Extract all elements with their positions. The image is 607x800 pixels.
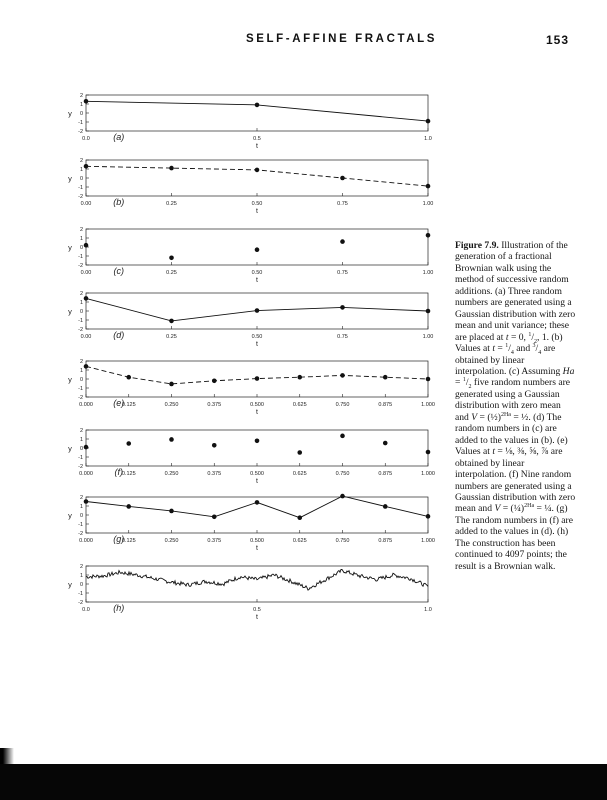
panel-5-xtick-label: 0.000 — [79, 402, 93, 408]
caption-label: Figure 7.9. — [455, 240, 499, 251]
panel-2-ytick-label: 1 — [79, 167, 83, 173]
caption-v1-exp: 2Ha — [500, 411, 511, 418]
panel-6-ytick-label: 1 — [79, 437, 83, 443]
panel-5-data-point — [126, 375, 131, 380]
panel-7-ytick-label: 2 — [79, 495, 83, 501]
caption-q3-den: 4 — [538, 349, 542, 356]
panel-5-data-point — [212, 379, 217, 384]
panel-7-data-point — [126, 504, 131, 509]
caption-text-g: (g) The random numbers in (f) are added to the values in (d). (h) The construction has been continued to 4097 points; the result is a Brownian walk. — [455, 503, 574, 572]
panel-2-ytick-label: 0 — [79, 176, 83, 182]
panel-7-data-point — [212, 515, 217, 520]
panel-7-xtick-label: 0.750 — [335, 538, 350, 544]
panel-8-ytick-label: -1 — [78, 591, 83, 597]
panel-3-ytick-label: 1 — [79, 236, 83, 242]
caption-v1-res: = ½. — [510, 411, 531, 423]
panel-3-data-point — [426, 233, 431, 238]
panel-4-xtick-label: 1.00 — [422, 334, 434, 340]
panel-8-panel-label: (h) — [113, 603, 125, 613]
panel-2-ytick-label: -2 — [78, 194, 83, 200]
caption-v1-half: ½ — [490, 411, 498, 423]
panel-1-data-point — [255, 103, 260, 108]
panel-4-ytick-label: -1 — [78, 318, 83, 324]
scan-edge-shadow — [0, 748, 22, 764]
panel-5-xlabel: t — [256, 409, 258, 416]
panel-2-data-point — [255, 168, 260, 173]
panel-1-ytick-label: 0 — [79, 111, 83, 117]
panel-1-xtick-label: 1.0 — [424, 136, 432, 142]
panel-7-data-point — [426, 514, 431, 519]
caption-b-t-var: t — [492, 343, 495, 355]
panel-3-data-point — [255, 247, 260, 252]
panel-4-data-point — [169, 319, 174, 324]
panel-2-panel-label: (b) — [113, 197, 125, 207]
panel-6-data-point — [84, 445, 89, 450]
panel-8-xtick-label: 0.5 — [253, 607, 261, 613]
panel-8-frame — [86, 566, 428, 602]
panel-2-xlabel: t — [256, 208, 258, 215]
panel-7-series-line — [86, 496, 428, 518]
panel-4-xtick-label: 0.25 — [166, 334, 177, 340]
caption-text-d: (d) The random numbers in (c) are added to the values in (b). (e) Values at — [455, 411, 568, 458]
panel-7-xtick-label: 0.000 — [79, 538, 93, 544]
page-number: 153 — [546, 33, 570, 47]
caption-v1-eq: = ( — [477, 411, 491, 423]
panel-1-xtick-label: 0.0 — [82, 136, 90, 142]
panel-5-ytick-label: 1 — [79, 368, 83, 374]
panel-5-xtick-label: 0.125 — [121, 402, 136, 408]
panel-5-data-point — [84, 364, 89, 369]
panel-5-xtick-label: 0.375 — [207, 402, 222, 408]
panel-6-frame — [86, 430, 428, 466]
panel-5-data-point — [169, 382, 174, 387]
panel-7-ytick-label: -2 — [78, 531, 83, 537]
panel-8-xlabel: t — [256, 614, 258, 621]
panel-4-xlabel: t — [256, 341, 258, 348]
panel-8-ylabel: y — [68, 580, 72, 589]
panel-2-ylabel: y — [68, 174, 72, 183]
panel-5-data-point — [255, 376, 260, 381]
panel-3-xtick-label: 1.00 — [422, 270, 434, 276]
caption-v2-eq: = ( — [500, 503, 514, 515]
caption-v2-res: = ¼. — [534, 503, 554, 515]
panel-8-ytick-label: 2 — [79, 564, 83, 570]
panel-5-data-point — [426, 377, 431, 382]
panel-7-ylabel: y — [68, 511, 72, 520]
panel-8-ytick-label: 1 — [79, 573, 83, 579]
panel-6-xtick-label: 0.625 — [292, 471, 307, 477]
panel-6-data-point — [383, 441, 388, 446]
caption-e-vals: = ⅛, ⅜, ⅝, ⅞ — [494, 446, 549, 458]
panel-7-data-point — [297, 515, 302, 520]
panel-6-xlabel: t — [256, 478, 258, 485]
panel-6-data-point — [426, 450, 431, 455]
panel-6-xtick-label: 0.875 — [378, 471, 393, 477]
panel-3-xtick-label: 0.25 — [166, 270, 177, 276]
panel-6-data-point — [255, 439, 260, 444]
panel-2-xtick-label: 0.75 — [337, 201, 348, 207]
caption-v2-var: V — [494, 503, 501, 515]
caption-text-1: Illustration of the generation of a fractional Brownian walk using the method of successive random additions. (a) Three random numbers are generated using a Gaussian distribution with zero mean and unit variance; these are placed at — [455, 240, 576, 343]
panel-3-xtick-label: 0.50 — [251, 270, 263, 276]
panel-5-xtick-label: 0.250 — [164, 402, 179, 408]
panel-2-ytick-label: -1 — [78, 185, 83, 191]
panel-7-ytick-label: 1 — [79, 504, 83, 510]
panel-2-xtick-label: 0.25 — [166, 201, 177, 207]
panel-4-ytick-label: 2 — [79, 291, 83, 297]
panel-7-xtick-label: 0.875 — [378, 538, 393, 544]
caption-q3-num: 3 — [532, 342, 536, 349]
panel-7-xtick-label: 0.375 — [207, 538, 222, 544]
panel-1-ytick-label: 2 — [79, 93, 83, 99]
panel-4-panel-label: (d) — [113, 330, 125, 340]
panel-2-frame — [86, 160, 428, 196]
caption-text-c1: five random numbers are generated using a Gaussian distribution with zero mean and — [455, 377, 571, 423]
caption-q1-num: 1 — [505, 342, 509, 349]
caption-ha-num: 1 — [462, 377, 466, 384]
panel-7-data-point — [84, 499, 89, 504]
panel-5-xtick-label: 0.500 — [250, 402, 264, 408]
caption-v2-exp: 2Ha — [524, 503, 535, 510]
panel-4-xtick-label: 0.00 — [80, 334, 92, 340]
panel-5-xtick-label: 0.625 — [292, 402, 307, 408]
panel-7-xtick-label: 0.125 — [121, 538, 136, 544]
caption-q1-den: 4 — [510, 349, 514, 356]
panel-8-xtick-label: 0.0 — [82, 607, 90, 613]
panel-3-data-point — [84, 243, 89, 248]
panel-1-ytick-label: -1 — [78, 120, 83, 126]
panel-1-ytick-label: -2 — [78, 129, 83, 135]
panel-1-xtick-label: 0.5 — [253, 136, 261, 142]
panel-2-xtick-label: 0.00 — [80, 201, 92, 207]
panel-7-ytick-label: 0 — [79, 513, 83, 519]
panel-4-data-point — [340, 305, 345, 310]
caption-vals-a1: = 0, — [508, 331, 529, 343]
caption-e-t-var: t — [492, 446, 495, 458]
panel-7-ytick-label: -1 — [78, 522, 83, 528]
panel-4-xtick-label: 0.75 — [337, 334, 348, 340]
panel-6-data-point — [169, 437, 174, 442]
panel-2-xtick-label: 0.50 — [251, 201, 263, 207]
panel-5-ylabel: y — [68, 375, 72, 384]
caption-half-num: 1 — [528, 331, 532, 338]
figure-caption: Figure 7.9. Illustration of the generation of a fractional Brownian walk using the method of successive random additions. (a) Three random numbers are generated using a Gaussian distribution with zero mean and unit variance; these are placed at t = 0, $^1/_2$, 1. (b) Values at $t = ^1/_4$ and $^3/_4$ are obtained by linear interpolation. (c) Assuming $Ha = ^1/_2$ five random numbers are generated using a Gaussian distribution with zero mean and V = (½)$^{2Ha}$ = ½. (d) The random numbers in (c) are added to the values in (b). (e) Values at t = ⅛, ⅜, ⅝, ⅞ are obtained by linear interpolation. (f) Nine random numbers are generated using a Gaussian distribution with zero mean and V = (¼)$^{2Ha}$ = ¼. (g) The random numbers in (f) are added to the values in (d). (h) The construction has been continued to 4097 points; the result is a Brownian walk. — [455, 240, 576, 572]
panel-6-xtick-label: 0.375 — [207, 471, 222, 477]
panel-3-data-point — [169, 255, 174, 260]
panel-6-xtick-label: 0.125 — [121, 471, 136, 477]
panel-5-data-point — [297, 375, 302, 380]
panel-6-xtick-label: 0.750 — [335, 471, 350, 477]
caption-text-b2: are obtained by linear interpolation. (c) Assuming — [455, 343, 563, 377]
panel-4-ytick-label: 0 — [79, 309, 83, 315]
scan-bottom-border — [0, 764, 607, 800]
panel-7-xlabel: t — [256, 545, 258, 552]
panel-8-series-line — [86, 570, 428, 591]
panel-7-panel-label: (g) — [113, 534, 125, 544]
panel-6-xtick-label: 0.250 — [164, 471, 179, 477]
panel-6-xtick-label: 1.000 — [421, 471, 435, 477]
panel-7-data-point — [340, 494, 345, 499]
panel-7-xtick-label: 0.500 — [250, 538, 264, 544]
panel-6-ytick-label: 0 — [79, 446, 83, 452]
panel-3-ylabel: y — [68, 243, 72, 252]
caption-half-den: 2 — [534, 338, 538, 345]
panel-5-xtick-label: 0.875 — [378, 402, 393, 408]
panel-3-frame — [86, 229, 428, 265]
caption-t-var: t — [505, 331, 509, 343]
panel-1-frame — [86, 95, 428, 131]
panel-6-xtick-label: 0.000 — [79, 471, 93, 477]
panel-2-data-point — [340, 176, 345, 181]
panel-7-xtick-label: 1.000 — [421, 538, 435, 544]
panel-3-xlabel: t — [256, 277, 258, 284]
panel-3-ytick-label: 2 — [79, 227, 83, 233]
panel-1-panel-label: (a) — [113, 132, 125, 142]
panel-5-ytick-label: -2 — [78, 395, 83, 401]
panel-4-data-point — [255, 308, 260, 313]
panel-5-ytick-label: 0 — [79, 377, 83, 383]
panel-3-ytick-label: -1 — [78, 254, 83, 260]
panel-3-xtick-label: 0.00 — [80, 270, 92, 276]
panel-6-ytick-label: 2 — [79, 428, 83, 434]
panel-7-xtick-label: 0.250 — [164, 538, 179, 544]
caption-b-and: and — [513, 343, 533, 355]
panel-5-series-line — [86, 366, 428, 384]
panel-1-xlabel: t — [256, 143, 258, 150]
panel-8-ytick-label: 0 — [79, 582, 83, 588]
panel-2-data-point — [426, 184, 431, 189]
panel-4-data-point — [426, 309, 431, 314]
panel-6-panel-label: (f) — [114, 467, 123, 477]
panel-6-data-point — [126, 441, 131, 446]
caption-text-f: are obtained by linear interpolation. (f) Nine random numbers are generated using a Gaussian distribution with zero mean and — [455, 446, 576, 515]
panel-5-xtick-label: 1.000 — [421, 402, 435, 408]
panel-6-data-point — [297, 450, 302, 455]
panel-6-ylabel: y — [68, 444, 72, 453]
panel-4-ytick-label: -2 — [78, 327, 83, 333]
panel-6-ytick-label: -2 — [78, 464, 83, 470]
panel-3-ytick-label: -2 — [78, 263, 83, 269]
panel-5-data-point — [383, 375, 388, 380]
panel-3-data-point — [340, 239, 345, 244]
panel-8-ytick-label: -2 — [78, 600, 83, 606]
panel-7-data-point — [169, 509, 174, 514]
caption-v1-var: V — [471, 411, 478, 423]
panel-1-ylabel: y — [68, 109, 72, 118]
panel-4-ytick-label: 1 — [79, 300, 83, 306]
panel-1-data-point — [426, 119, 431, 124]
panel-2-data-point — [84, 164, 89, 169]
panel-3-ytick-label: 0 — [79, 245, 83, 251]
panel-7-xtick-label: 0.625 — [292, 538, 307, 544]
panel-2-data-point — [169, 166, 174, 171]
panel-3-xtick-label: 0.75 — [337, 270, 348, 276]
panel-4-xtick-label: 0.50 — [251, 334, 263, 340]
panel-6-xtick-label: 0.500 — [250, 471, 264, 477]
panel-7-data-point — [383, 504, 388, 509]
running-header-title: SELF-AFFINE FRACTALS — [246, 33, 438, 45]
panel-6-data-point — [340, 434, 345, 439]
caption-ha-var: Ha — [562, 365, 575, 377]
panel-8-xtick-label: 1.0 — [424, 607, 432, 613]
caption-b-eq: = — [494, 343, 506, 355]
panel-5-ytick-label: -1 — [78, 386, 83, 392]
panel-5-panel-label: (e) — [113, 398, 125, 408]
caption-vals-a2: , 1. — [537, 331, 550, 343]
panel-1-data-point — [84, 99, 89, 104]
caption-ha-eq: = — [455, 377, 463, 389]
panel-5-xtick-label: 0.750 — [335, 402, 350, 408]
panel-7-data-point — [255, 500, 260, 505]
caption-ha-den: 2 — [468, 384, 472, 391]
caption-v2-quarter: ¼ — [513, 503, 521, 515]
panel-4-ylabel: y — [68, 307, 72, 316]
panel-5-ytick-label: 2 — [79, 359, 83, 365]
panel-3-panel-label: (c) — [113, 266, 124, 276]
panel-5-data-point — [340, 373, 345, 378]
panel-2-xtick-label: 1.00 — [422, 201, 434, 207]
panel-6-data-point — [212, 443, 217, 448]
panel-6-ytick-label: -1 — [78, 455, 83, 461]
panel-2-ytick-label: 2 — [79, 158, 83, 164]
panel-4-data-point — [84, 296, 89, 301]
caption-text-b1: (b) Values at — [455, 331, 563, 355]
panel-1-ytick-label: 1 — [79, 102, 83, 108]
